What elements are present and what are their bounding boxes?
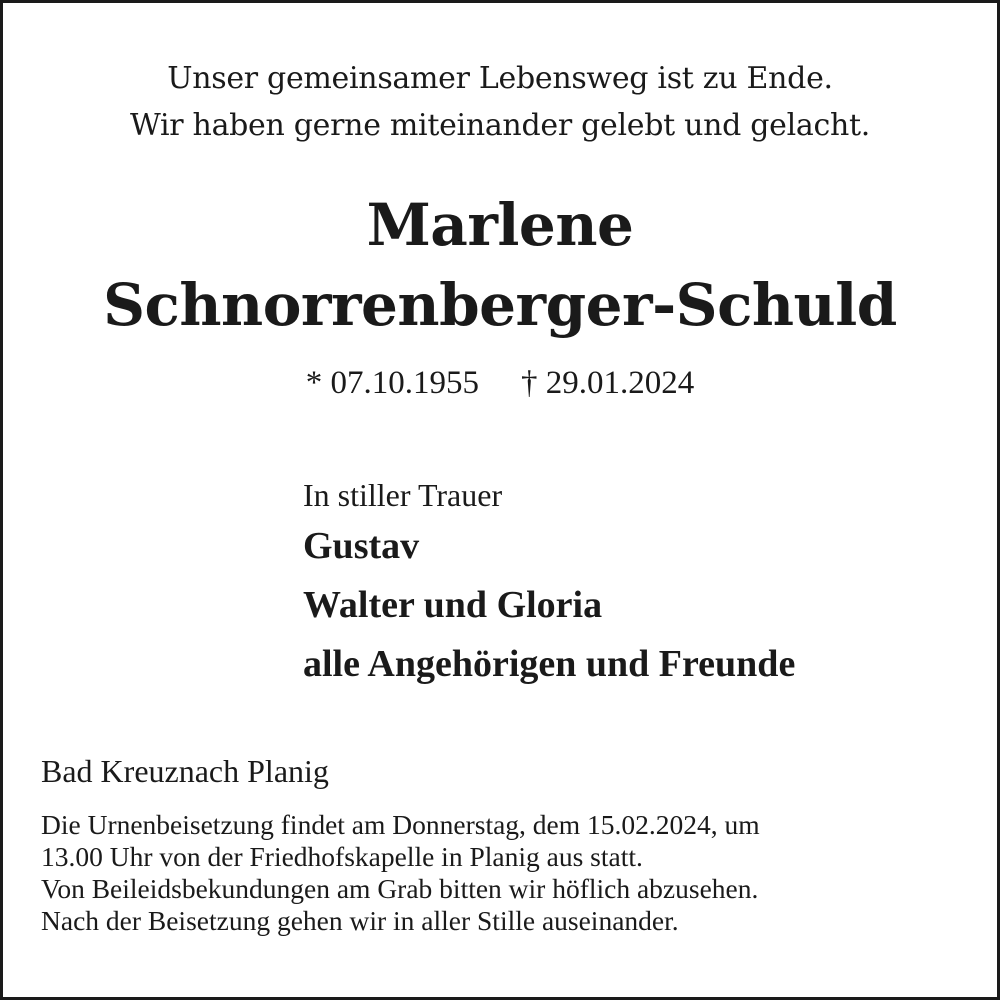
motto [3, 55, 997, 149]
motto-line-2: Wir haben gerne miteinander gelebt und gelacht. [129, 108, 871, 143]
death-date: † 29.01.2024 [521, 365, 695, 401]
mourner-name: Walter und Gloria [303, 584, 603, 626]
mourning-intro: In stiller Trauer [303, 477, 503, 513]
mourner-name: alle Angehörigen und Freunde [303, 643, 796, 685]
deceased-last-name: Schnorrenberger-Schuld [103, 271, 897, 339]
mourner-name: Gustav [303, 525, 420, 567]
place-name: Bad Kreuznach Planig [41, 753, 329, 789]
birth-date: * 07.10.1955 [305, 365, 479, 401]
deceased-first-name: Marlene [366, 191, 634, 259]
notice-line-2: 13.00 Uhr von der Friedhofskapelle in Planig aus statt. [41, 841, 643, 872]
notice-line-1: Die Urnenbeisetzung findet am Donnerstag, dem 15.02.2024, um [41, 809, 760, 840]
notice-line-4: Nach der Beisetzung gehen wir in aller Stille auseinander. [41, 905, 679, 936]
notice-line-3: Von Beileidsbekundungen am Grab bitten wir höflich abzusehen. [41, 873, 759, 904]
motto-line-1: Unser gemeinsamer Lebensweg ist zu Ende. [167, 61, 833, 96]
life-dates [3, 365, 997, 402]
funeral-notice [41, 809, 760, 937]
mourners-block [303, 473, 795, 694]
